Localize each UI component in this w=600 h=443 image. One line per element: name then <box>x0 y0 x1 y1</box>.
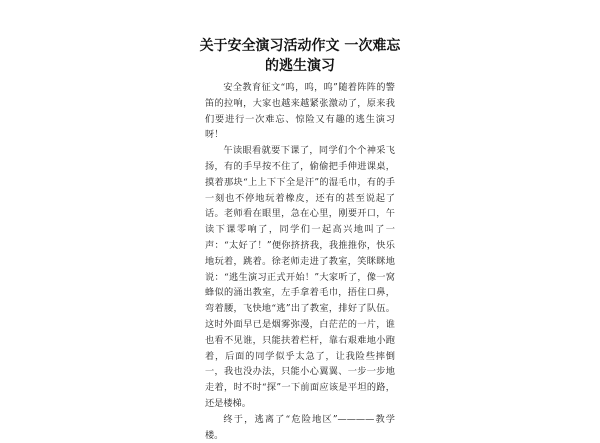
document-body <box>205 80 395 443</box>
paragraph-2: 午读眼看就要下课了，同学们个个神采飞扬，有的手早按不住了，偷偷把手伸进课桌，摸着那块“上上下下全是汗”的湿毛巾，有的手一刻也不停地玩着橡皮，还有的甚至说起了话。老师看在眼里，急在心里，刚要开口，午读下课零响了，同学们一起高兴地叫了一声：“太好了！”便你挤挤我，我推推你，快乐地玩着，跳着。徐老师走进了教室，笑眯眯地说：“逃生演习正式开始！”大家听了，像一窝蜂似的涌出教室，左手拿着毛巾，捂住口鼻，弯着腰，飞快地“逃”出了教室，排好了队伍。这时外面早已是烟雾弥漫，白茫茫的一片，谁也看不见谁，只能扶着栏杆，靠右艰难地小跑着，后面的同学似乎太急了，让我险些摔倒一，我也没办法，只能小心翼翼、一步一步地走着，时不时“探”一下前面应该是平坦的路，还是楼梯。 <box>205 145 395 409</box>
paragraph-3: 终于，逃离了“危险地区”————教学楼。 <box>205 413 395 441</box>
document-title: 关于安全演习活动作文 一次难忘的逃生演习 <box>199 38 401 74</box>
paragraph-1: 安全教育征文“呜，呜，呜”随着阵阵的警笛的拉响，大家也越来越紧张激动了，原来我们要进行一次难忘、惊险又有趣的逃生演习呀！ <box>205 82 395 141</box>
